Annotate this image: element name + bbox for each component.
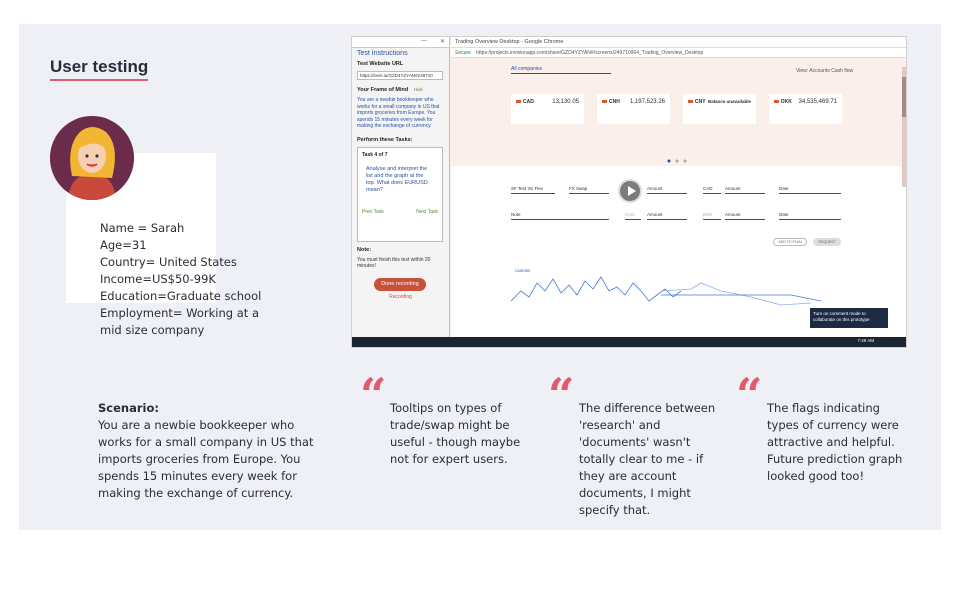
chart-legend: CADEWK [515,269,531,273]
persona-employment-cont: mid size company [100,323,205,337]
quote-mark-icon: “ [548,368,575,422]
comment-mode-tooltip[interactable]: Turn on comment mode to collaborate on this prototype [810,308,888,328]
taskbar-clock: 7:49 AM [857,338,874,343]
flag-icon [516,100,521,103]
persona-employment: Employment= Working at a [100,306,259,320]
title-underline [50,79,148,81]
persona-income: Income=US$50-99K [100,272,216,286]
os-taskbar [352,337,907,348]
quote-1: Tooltips on types of trade/swap might be useful - though maybe not for expert users. [390,401,521,466]
frame-label [352,85,449,95]
prev-task-link[interactable]: Prev Task [362,208,384,215]
currency-field[interactable]: CAD [703,186,721,194]
page-title: User testing [50,57,149,76]
play-video-button[interactable] [618,179,642,203]
dashboard-balances [451,58,907,166]
page-scrollbar[interactable] [902,67,907,187]
currency-code-text: DKK [781,99,792,105]
persona-name: Name = Sarah [100,221,185,235]
secure-label: Secure [455,50,471,56]
task-text: Analyse and interpret the list and the graph at the top. What does EURUSD mean? [366,165,428,193]
currency-code-text: CNH [609,99,620,105]
currency-code [688,99,706,105]
task-header: Task 4 of 7 [362,151,388,158]
frame-label-text: Your Frame of Mind [357,87,409,93]
done-recording-button[interactable]: Done recording [374,278,426,291]
currency-card-dkk[interactable] [769,94,842,124]
flag-icon [774,100,779,103]
currency-card-cnh[interactable] [597,94,670,124]
currency-card-cad[interactable] [511,94,584,124]
currency-code-text: CNY [695,99,706,105]
carousel-dots-icon [667,159,689,163]
frame-text: You are a newbie bookkeeper who works for a small company in US that imports groceries from Europe. You spends 15 minutes every week for making the exchange of currency. [357,97,440,129]
note-text: You must finish this test within 20 minutes! [357,256,431,269]
dashboard-trade-form [451,166,907,337]
close-icon[interactable]: ✕ [439,39,445,45]
url-label: Test Website URL [357,61,404,67]
scenario-block [98,400,318,502]
url-field[interactable]: https://invis.io/GZD4YZYAN#249710 [357,71,443,80]
address-bar[interactable] [451,48,907,58]
rate-chart-lines [511,261,841,321]
trade-type-field[interactable]: FX Swap [569,186,609,194]
persona-country: Country= United States [100,255,237,269]
amount-field[interactable]: Amount [647,186,687,194]
persona-education: Education=Graduate school [100,289,262,303]
flag-icon [602,100,607,103]
persona-details [100,220,261,339]
task-nav [362,209,438,215]
currency-amount: 13,130.05 [552,99,579,105]
persona-age: Age=31 [100,238,147,252]
currency-code [774,99,792,105]
avatar-illustration [50,116,134,200]
currency-field-3[interactable]: DKK [703,212,721,220]
test-instructions-panel [352,37,450,337]
date-field[interactable]: Date [779,186,841,194]
currency-code-text: CAD [523,99,534,105]
tasks-label: Perform these Tasks: [357,136,413,143]
browser-window [451,37,907,337]
date-field-2[interactable]: Date [779,212,841,220]
address-url: https://projects.invisionapp.com/share/GZD4YZYAN#/screens/249710964_Trading_Overview_Desktop [476,50,704,56]
amount-field-4[interactable]: Amount [725,212,765,220]
carousel-dots[interactable] [667,148,689,152]
scenario-heading: Scenario: [98,401,159,415]
currency-code [516,99,534,105]
currency-amount: 1,197,523.26 [629,99,665,105]
company-select[interactable]: All companies [511,66,611,74]
rate-chart [511,261,841,321]
quote-2: The difference between 'research' and 'documents' wasn't totally clear to me - if they are account documents, I might specify that. [579,401,716,517]
currency-amount: Balance unavailable [707,99,751,104]
amount-field-2[interactable]: Amount [725,186,765,194]
note-label: Note: [357,246,372,253]
hide-link[interactable]: Hide [413,87,424,92]
task-box [357,147,443,242]
usability-test-screenshot [351,36,907,348]
quote-mark-icon: “ [360,368,387,422]
recording-status: Recording [389,293,412,300]
note-field[interactable]: Note [511,212,609,220]
browser-title-bar: Trading Overview Desktop - Google Chrome [451,37,907,48]
next-task-link[interactable]: Next Task [416,208,438,215]
currency-code [602,99,620,105]
quote-mark-icon: “ [736,368,763,422]
quote-3: The flags indicating types of currency were attractive and helpful. Future prediction graph looked good too! [767,401,903,483]
scenario-body: You are a newbie bookkeeper who works for a small company in US that imports groceries from Europe. You spends 15 minutes every week for making the exchange of currency. [98,418,314,500]
company-field[interactable]: SF Test 3G Flex [511,186,555,194]
add-to-plan-button[interactable]: ADD TO PLAN [773,238,807,246]
currency-field-2[interactable]: CAD [625,212,641,220]
panel-title: Test Instructions [357,50,408,57]
request-button[interactable]: REQUEST [813,238,841,246]
minimize-icon[interactable]: — [421,38,427,44]
amount-field-3[interactable]: Amount [647,212,687,220]
currency-card-cny[interactable] [683,94,756,124]
view-links[interactable]: View: Accounts Cash flow [796,68,854,74]
avatar [50,116,134,200]
panel-window-bar [352,37,449,48]
currency-amount: 34,535,469.71 [798,99,837,105]
flag-icon [688,100,693,103]
